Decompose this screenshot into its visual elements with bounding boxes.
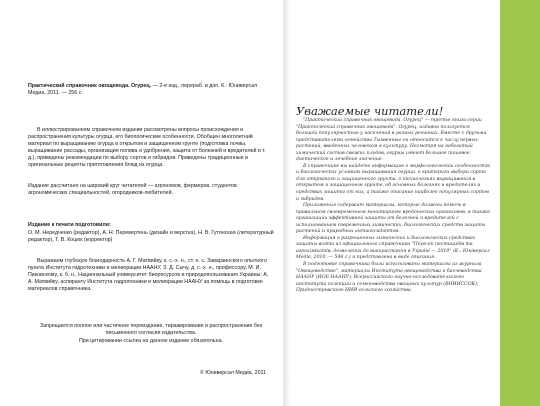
book-imprint: — 2-е изд., перераб. и доп. К.: Юниверсал Медиа, 2011. — 256 с. <box>28 83 258 97</box>
readers-text <box>296 118 492 295</box>
readers-paragraph: В справочнике вы найдете информацию о морфологических особенностях и биологических условиях выращивания огурца, о критериях выбора сорта для открытого и защищенного грунта, о технологиях выращивания в открытом и защищенном грунте, об основных болезнях и вредителях и средствах защиты от них, а также описание наиболее популярных сортов и гибридов. <box>296 163 491 202</box>
book-citation <box>28 83 274 97</box>
book-description: В иллюстрированном справочном издании рассмотрены вопросы происхождения и распространения культуры огурца, его биологические особенности. Обобщен многолетний материал по выращиванию огурца в открытом и защищенном грунте (подготовка почвы, выращивание рассады, организация полива и удобрения, защита от болезней и вредителей и т. д.), приведены рекомендации по выбору сортов и гибридов. Приведены традиционные и оригинальные рецепты приготовления блюд из огурца. <box>28 127 266 169</box>
readers-paragraph: "Практический справочник овощевода. Огурец" — третье книга серии "Практический справочник овощевода". Огурец, издавна пользуется большой популярностью у населения в разных регионах. Вместе с другими представителями семейства Тыквенные он относится к числу первых растений, введенных человеком в культуру. Несмотря на небогатый химический состав свежих плодов, огурцы имеют большое пищевое, диетическое и лечебное значение. <box>296 118 487 163</box>
right-page <box>291 0 540 406</box>
readers-paragraph: В подготовке справочника были использованы материалы из журнала "Овощеводство", материалы Института овощеводства и бахчеводства НААНУ (ИОБ НААНУ), Всероссийского научно-исследовательского института селекции и семеноводства овощных культур (ВНИИССОК), Приднестровского НИИ сельского хозяйства. <box>296 262 482 294</box>
edition-heading: Издание к печати подготовили: <box>28 222 111 228</box>
green-edge-strip <box>500 0 540 406</box>
gratitude-text: Выражаем глубокую благодарность А. Г. Матвийку, к. с.-х. н., ст. н. с. Заварзинского опытного пункта Института гидротехники и мелиорации НААНУ, З. Д. Сычу, д. с.-х. н., профессору, М. И. Пиковскому, к. б. н., Национальный университет биоресурсов и природопользования Украины; А. А. Матвийку, аспиранту Института гидротехники и мелиорации НААНУ за помощь в подготовке материалов справочника. <box>28 258 269 293</box>
rights-notice: Запрещается полное или частичное переиздание, тиражирование и распространение без письменного согласия издательства. <box>39 323 263 337</box>
readers-paragraph: Информация о разрешенных химических и биологических средствах защиты взята из официального справочника "Перелік пестицидів та агрохімікатів, дозволених до використання в Україні — 2010" (К.: Юніверсал Медіа, 2010. — 544 с.) и представлена в виде описания. <box>296 235 490 261</box>
book-audience: Издание рассчитано на широкий круг читателей — агрономов, фермеров, студентов агрономических специальностей, огородников-любителей. <box>28 183 237 197</box>
readers-heading: Уважаемые читатели! <box>296 104 444 118</box>
book-title: Практический справочник овощевода. Огурец. <box>28 83 152 89</box>
edition-names: О. М. Нередченко (редактор), А. Н. Перевертень (дизайн и верстка), Н. В. Гутянская (литературный редактор), Т. В. Коцюк (корректор) <box>28 230 274 244</box>
page-gutter <box>283 0 291 406</box>
citation-notice: При цитировании ссылка на данное издание обязательна. <box>78 338 224 344</box>
readers-paragraph: Приложения содержат материалы, которые должны помочь в правильном своевременном мониторинге вредоносных организмов, в также организации эффективной защиты от болезней и вредителей с использованием современных химических, биологических средств защиты растений и природных антиоксидантов. <box>296 203 491 235</box>
copyright-line: © Юниверсал Медиа, 2011 <box>200 370 267 376</box>
